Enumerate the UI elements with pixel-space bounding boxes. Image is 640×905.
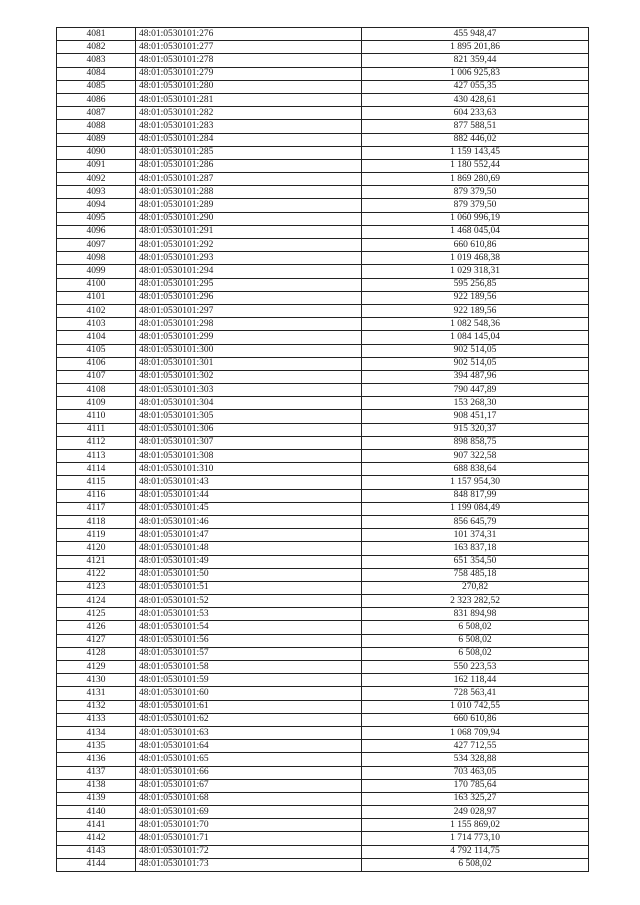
row-number-cell: 4136	[57, 753, 136, 766]
cadastral-value-cell: 915 320,37	[362, 423, 589, 436]
cadastral-number-cell: 48:01:0530101:303	[136, 384, 362, 397]
table-row	[57, 502, 589, 515]
cadastral-value-cell: 821 359,44	[362, 54, 589, 67]
table-row	[57, 858, 589, 871]
cadastral-number-cell: 48:01:0530101:53	[136, 608, 362, 621]
row-number-cell: 4144	[57, 858, 136, 871]
cadastral-number-cell: 48:01:0530101:50	[136, 568, 362, 581]
cadastral-value-cell: 879 379,50	[362, 186, 589, 199]
row-number-cell: 4116	[57, 489, 136, 502]
row-number-cell: 4135	[57, 740, 136, 753]
table-row	[57, 845, 589, 858]
cadastral-value-cell: 660 610,86	[362, 239, 589, 252]
row-number-cell: 4082	[57, 41, 136, 54]
row-number-cell: 4085	[57, 80, 136, 93]
row-number-cell: 4091	[57, 159, 136, 172]
row-number-cell: 4104	[57, 331, 136, 344]
table-row	[57, 397, 589, 410]
cadastral-number-cell: 48:01:0530101:310	[136, 463, 362, 476]
cadastral-number-cell: 48:01:0530101:46	[136, 515, 362, 528]
cadastral-number-cell: 48:01:0530101:289	[136, 199, 362, 212]
row-number-cell: 4092	[57, 173, 136, 186]
cadastral-value-cell: 1 019 468,38	[362, 252, 589, 265]
row-number-cell: 4122	[57, 568, 136, 581]
cadastral-value-cell: 831 894,98	[362, 608, 589, 621]
table-row	[57, 819, 589, 832]
cadastral-number-cell: 48:01:0530101:57	[136, 647, 362, 660]
row-number-cell: 4142	[57, 832, 136, 845]
table-row	[57, 832, 589, 845]
cadastral-value-cell: 427 712,55	[362, 740, 589, 753]
cadastral-number-cell: 48:01:0530101:296	[136, 291, 362, 304]
table-row	[57, 700, 589, 713]
table-row	[57, 384, 589, 397]
cadastral-number-cell: 48:01:0530101:283	[136, 120, 362, 133]
row-number-cell: 4089	[57, 133, 136, 146]
cadastral-value-cell: 703 463,05	[362, 766, 589, 779]
cadastral-value-cell: 163 837,18	[362, 542, 589, 555]
cadastral-value-cell: 1 082 548,36	[362, 318, 589, 331]
cadastral-number-cell: 48:01:0530101:48	[136, 542, 362, 555]
cadastral-value-cell: 6 508,02	[362, 647, 589, 660]
row-number-cell: 4131	[57, 687, 136, 700]
table-row	[57, 80, 589, 93]
cadastral-number-cell: 48:01:0530101:67	[136, 779, 362, 792]
cadastral-value-cell: 4 792 114,75	[362, 845, 589, 858]
table-row	[57, 489, 589, 502]
table-row	[57, 212, 589, 225]
table-row	[57, 687, 589, 700]
row-number-cell: 4094	[57, 199, 136, 212]
table-row	[57, 41, 589, 54]
cadastral-value-cell: 651 354,50	[362, 555, 589, 568]
table-row	[57, 225, 589, 238]
cadastral-value-cell: 394 487,96	[362, 370, 589, 383]
row-number-cell: 4105	[57, 344, 136, 357]
row-number-cell: 4140	[57, 806, 136, 819]
row-number-cell: 4100	[57, 278, 136, 291]
cadastral-value-cell: 162 118,44	[362, 674, 589, 687]
cadastral-value-cell: 902 514,05	[362, 357, 589, 370]
cadastral-number-cell: 48:01:0530101:304	[136, 397, 362, 410]
row-number-cell: 4127	[57, 634, 136, 647]
row-number-cell: 4129	[57, 661, 136, 674]
table-row	[57, 436, 589, 449]
table-row	[57, 753, 589, 766]
row-number-cell: 4143	[57, 845, 136, 858]
cadastral-number-cell: 48:01:0530101:44	[136, 489, 362, 502]
row-number-cell: 4113	[57, 450, 136, 463]
cadastral-number-cell: 48:01:0530101:277	[136, 41, 362, 54]
row-number-cell: 4106	[57, 357, 136, 370]
cadastral-value-cell: 848 817,99	[362, 489, 589, 502]
cadastral-value-cell: 1 468 045,04	[362, 225, 589, 238]
table-row	[57, 555, 589, 568]
table-row	[57, 766, 589, 779]
table-row	[57, 304, 589, 317]
cadastral-value-cell: 1 714 773,10	[362, 832, 589, 845]
cadastral-number-cell: 48:01:0530101:56	[136, 634, 362, 647]
cadastral-number-cell: 48:01:0530101:60	[136, 687, 362, 700]
cadastral-value-cell: 898 858,75	[362, 436, 589, 449]
table-row	[57, 28, 589, 41]
cadastral-value-cell: 728 563,41	[362, 687, 589, 700]
cadastral-number-cell: 48:01:0530101:287	[136, 173, 362, 186]
row-number-cell: 4088	[57, 120, 136, 133]
table-row	[57, 792, 589, 805]
table-row	[57, 608, 589, 621]
cadastral-number-cell: 48:01:0530101:286	[136, 159, 362, 172]
cadastral-number-cell: 48:01:0530101:65	[136, 753, 362, 766]
row-number-cell: 4097	[57, 239, 136, 252]
cadastral-number-cell: 48:01:0530101:302	[136, 370, 362, 383]
cadastral-number-cell: 48:01:0530101:290	[136, 212, 362, 225]
cadastral-value-cell: 6 508,02	[362, 634, 589, 647]
cadastral-number-cell: 48:01:0530101:306	[136, 423, 362, 436]
cadastral-value-cell: 1 869 280,69	[362, 173, 589, 186]
table-row	[57, 357, 589, 370]
table-row	[57, 595, 589, 608]
cadastral-value-cell: 427 055,35	[362, 80, 589, 93]
row-number-cell: 4132	[57, 700, 136, 713]
table-row	[57, 634, 589, 647]
cadastral-number-cell: 48:01:0530101:284	[136, 133, 362, 146]
table-row	[57, 542, 589, 555]
cadastral-number-cell: 48:01:0530101:61	[136, 700, 362, 713]
row-number-cell: 4119	[57, 529, 136, 542]
table-row	[57, 199, 589, 212]
cadastral-value-cell: 170 785,64	[362, 779, 589, 792]
row-number-cell: 4084	[57, 67, 136, 80]
table-row	[57, 726, 589, 739]
cadastral-number-cell: 48:01:0530101:63	[136, 726, 362, 739]
cadastral-value-cell: 790 447,89	[362, 384, 589, 397]
table-row	[57, 806, 589, 819]
table-row	[57, 463, 589, 476]
table-row	[57, 581, 589, 594]
table-row	[57, 410, 589, 423]
table-row	[57, 186, 589, 199]
row-number-cell: 4101	[57, 291, 136, 304]
table-row	[57, 647, 589, 660]
row-number-cell: 4112	[57, 436, 136, 449]
cadastral-number-cell: 48:01:0530101:280	[136, 80, 362, 93]
cadastral-number-cell: 48:01:0530101:293	[136, 252, 362, 265]
cadastral-number-cell: 48:01:0530101:305	[136, 410, 362, 423]
cadastral-value-cell: 270,82	[362, 581, 589, 594]
table-row	[57, 344, 589, 357]
row-number-cell: 4139	[57, 792, 136, 805]
cadastral-number-cell: 48:01:0530101:288	[136, 186, 362, 199]
cadastral-value-cell: 1 084 145,04	[362, 331, 589, 344]
row-number-cell: 4120	[57, 542, 136, 555]
cadastral-value-cell: 534 328,88	[362, 753, 589, 766]
row-number-cell: 4133	[57, 713, 136, 726]
row-number-cell: 4121	[57, 555, 136, 568]
cadastral-value-cell: 1 029 318,31	[362, 265, 589, 278]
row-number-cell: 4138	[57, 779, 136, 792]
cadastral-number-cell: 48:01:0530101:291	[136, 225, 362, 238]
cadastral-value-cell: 1 159 143,45	[362, 146, 589, 159]
table-row	[57, 173, 589, 186]
cadastral-number-cell: 48:01:0530101:72	[136, 845, 362, 858]
table-row	[57, 450, 589, 463]
cadastral-value-cell: 1 895 201,86	[362, 41, 589, 54]
cadastral-number-cell: 48:01:0530101:281	[136, 93, 362, 106]
cadastral-number-cell: 48:01:0530101:282	[136, 107, 362, 120]
row-number-cell: 4130	[57, 674, 136, 687]
table-row	[57, 740, 589, 753]
table-row	[57, 252, 589, 265]
cadastral-number-cell: 48:01:0530101:59	[136, 674, 362, 687]
cadastral-number-cell: 48:01:0530101:69	[136, 806, 362, 819]
row-number-cell: 4096	[57, 225, 136, 238]
table-row	[57, 476, 589, 489]
cadastral-value-cell: 1 010 742,55	[362, 700, 589, 713]
cadastral-value-table	[56, 27, 589, 872]
cadastral-number-cell: 48:01:0530101:58	[136, 661, 362, 674]
row-number-cell: 4126	[57, 621, 136, 634]
cadastral-number-cell: 48:01:0530101:276	[136, 28, 362, 41]
cadastral-value-cell: 882 446,02	[362, 133, 589, 146]
row-number-cell: 4117	[57, 502, 136, 515]
table-row	[57, 107, 589, 120]
cadastral-number-cell: 48:01:0530101:71	[136, 832, 362, 845]
cadastral-number-cell: 48:01:0530101:308	[136, 450, 362, 463]
cadastral-value-cell: 877 588,51	[362, 120, 589, 133]
table-row	[57, 331, 589, 344]
cadastral-number-cell: 48:01:0530101:73	[136, 858, 362, 871]
cadastral-value-cell: 1 060 996,19	[362, 212, 589, 225]
cadastral-value-cell: 1 068 709,94	[362, 726, 589, 739]
cadastral-number-cell: 48:01:0530101:292	[136, 239, 362, 252]
row-number-cell: 4103	[57, 318, 136, 331]
table-row	[57, 318, 589, 331]
table-row	[57, 291, 589, 304]
table-row	[57, 239, 589, 252]
cadastral-value-cell: 856 645,79	[362, 515, 589, 528]
table-row	[57, 278, 589, 291]
cadastral-number-cell: 48:01:0530101:299	[136, 331, 362, 344]
cadastral-number-cell: 48:01:0530101:298	[136, 318, 362, 331]
cadastral-value-cell: 6 508,02	[362, 858, 589, 871]
row-number-cell: 4124	[57, 595, 136, 608]
row-number-cell: 4093	[57, 186, 136, 199]
cadastral-value-cell: 902 514,05	[362, 344, 589, 357]
row-number-cell: 4110	[57, 410, 136, 423]
cadastral-value-cell: 879 379,50	[362, 199, 589, 212]
cadastral-value-cell: 6 508,02	[362, 621, 589, 634]
cadastral-number-cell: 48:01:0530101:66	[136, 766, 362, 779]
row-number-cell: 4090	[57, 146, 136, 159]
cadastral-value-cell: 1 157 954,30	[362, 476, 589, 489]
cadastral-value-cell: 550 223,53	[362, 661, 589, 674]
row-number-cell: 4125	[57, 608, 136, 621]
cadastral-number-cell: 48:01:0530101:51	[136, 581, 362, 594]
table-row	[57, 515, 589, 528]
cadastral-number-cell: 48:01:0530101:297	[136, 304, 362, 317]
cadastral-value-cell: 604 233,63	[362, 107, 589, 120]
row-number-cell: 4111	[57, 423, 136, 436]
cadastral-value-cell: 153 268,30	[362, 397, 589, 410]
row-number-cell: 4107	[57, 370, 136, 383]
row-number-cell: 4114	[57, 463, 136, 476]
cadastral-value-cell: 908 451,17	[362, 410, 589, 423]
cadastral-value-cell: 688 838,64	[362, 463, 589, 476]
table-row	[57, 674, 589, 687]
cadastral-number-cell: 48:01:0530101:285	[136, 146, 362, 159]
cadastral-value-cell: 1 180 552,44	[362, 159, 589, 172]
table-row	[57, 661, 589, 674]
cadastral-value-cell: 455 948,47	[362, 28, 589, 41]
cadastral-number-cell: 48:01:0530101:68	[136, 792, 362, 805]
cadastral-value-cell: 1 006 925,83	[362, 67, 589, 80]
cadastral-value-cell: 907 322,58	[362, 450, 589, 463]
cadastral-number-cell: 48:01:0530101:62	[136, 713, 362, 726]
cadastral-number-cell: 48:01:0530101:70	[136, 819, 362, 832]
cadastral-number-cell: 48:01:0530101:47	[136, 529, 362, 542]
table-row	[57, 370, 589, 383]
table-row	[57, 93, 589, 106]
cadastral-number-cell: 48:01:0530101:301	[136, 357, 362, 370]
row-number-cell: 4087	[57, 107, 136, 120]
row-number-cell: 4086	[57, 93, 136, 106]
cadastral-value-cell: 922 189,56	[362, 304, 589, 317]
cadastral-number-cell: 48:01:0530101:300	[136, 344, 362, 357]
cadastral-number-cell: 48:01:0530101:295	[136, 278, 362, 291]
row-number-cell: 4099	[57, 265, 136, 278]
cadastral-value-cell: 430 428,61	[362, 93, 589, 106]
table-row	[57, 713, 589, 726]
table-row	[57, 54, 589, 67]
cadastral-value-cell: 163 325,27	[362, 792, 589, 805]
row-number-cell: 4109	[57, 397, 136, 410]
cadastral-number-cell: 48:01:0530101:307	[136, 436, 362, 449]
table-row	[57, 146, 589, 159]
table-row	[57, 159, 589, 172]
table-row	[57, 120, 589, 133]
cadastral-number-cell: 48:01:0530101:279	[136, 67, 362, 80]
cadastral-number-cell: 48:01:0530101:49	[136, 555, 362, 568]
table-row	[57, 265, 589, 278]
cadastral-value-cell: 249 028,97	[362, 806, 589, 819]
row-number-cell: 4083	[57, 54, 136, 67]
table-row	[57, 423, 589, 436]
table-row	[57, 568, 589, 581]
row-number-cell: 4118	[57, 515, 136, 528]
table-row	[57, 529, 589, 542]
row-number-cell: 4128	[57, 647, 136, 660]
cadastral-value-cell: 595 256,85	[362, 278, 589, 291]
cadastral-value-cell: 660 610,86	[362, 713, 589, 726]
cadastral-number-cell: 48:01:0530101:278	[136, 54, 362, 67]
cadastral-number-cell: 48:01:0530101:294	[136, 265, 362, 278]
table-row	[57, 133, 589, 146]
row-number-cell: 4095	[57, 212, 136, 225]
cadastral-number-cell: 48:01:0530101:64	[136, 740, 362, 753]
cadastral-number-cell: 48:01:0530101:52	[136, 595, 362, 608]
cadastral-number-cell: 48:01:0530101:45	[136, 502, 362, 515]
cadastral-value-cell: 758 485,18	[362, 568, 589, 581]
table-row	[57, 621, 589, 634]
row-number-cell: 4115	[57, 476, 136, 489]
row-number-cell: 4123	[57, 581, 136, 594]
row-number-cell: 4141	[57, 819, 136, 832]
row-number-cell: 4137	[57, 766, 136, 779]
cadastral-value-cell: 1 155 869,02	[362, 819, 589, 832]
row-number-cell: 4081	[57, 28, 136, 41]
row-number-cell: 4098	[57, 252, 136, 265]
row-number-cell: 4134	[57, 726, 136, 739]
table-body	[57, 28, 589, 872]
cadastral-value-cell: 922 189,56	[362, 291, 589, 304]
cadastral-value-cell: 101 374,31	[362, 529, 589, 542]
row-number-cell: 4102	[57, 304, 136, 317]
table-row	[57, 67, 589, 80]
cadastral-number-cell: 48:01:0530101:43	[136, 476, 362, 489]
table-row	[57, 779, 589, 792]
cadastral-value-cell: 1 199 084,49	[362, 502, 589, 515]
cadastral-value-cell: 2 323 282,52	[362, 595, 589, 608]
cadastral-number-cell: 48:01:0530101:54	[136, 621, 362, 634]
row-number-cell: 4108	[57, 384, 136, 397]
